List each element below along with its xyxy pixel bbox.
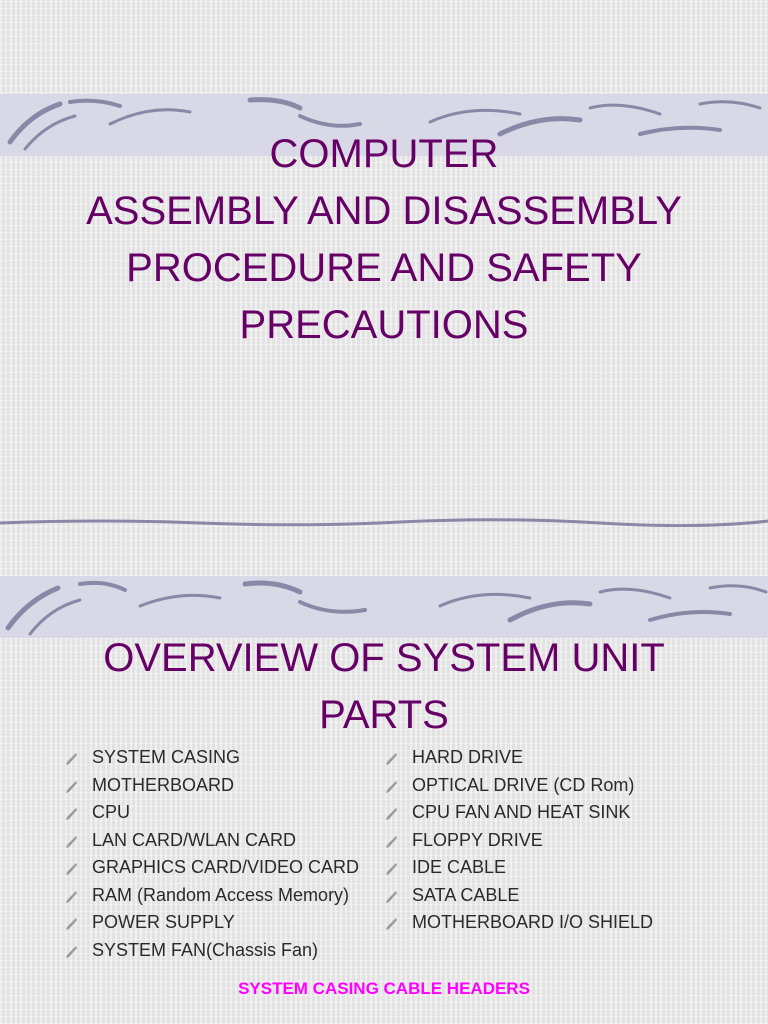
list-item: [382, 882, 653, 910]
list-item-label: OPTICAL DRIVE (CD Rom): [412, 774, 635, 795]
list-item: [62, 937, 359, 965]
list-item: [62, 744, 359, 772]
decorative-band-bottom: [0, 576, 768, 638]
list-item-label: SYSTEM CASING: [92, 747, 241, 767]
pen-nib-icon: [64, 890, 78, 904]
list-item: [382, 744, 653, 772]
list-item-label: HARD DRIVE: [412, 747, 524, 767]
list-item-label: SATA CABLE: [412, 884, 520, 905]
right-parts-list: [382, 744, 653, 937]
list-item: [62, 909, 359, 937]
pen-nib-icon: [384, 807, 398, 821]
slide1-title-line: ASSEMBLY AND DISASSEMBLY: [86, 189, 682, 233]
pen-nib-icon: [64, 862, 78, 876]
list-item: [62, 854, 359, 882]
list-item: [382, 799, 653, 827]
footer-caption: SYSTEM CASING CABLE HEADERS: [238, 979, 530, 998]
slide2-title: [0, 630, 768, 744]
slide1-title-line: PROCEDURE AND SAFETY: [126, 246, 642, 290]
pen-nib-icon: [384, 862, 398, 876]
list-item-label: RAM (Random Access Memory): [92, 884, 350, 905]
slide-divider: [0, 514, 768, 524]
list-item: [62, 799, 359, 827]
pen-nib-icon: [64, 835, 78, 849]
list-item-label: MOTHERBOARD I/O SHIELD: [412, 912, 654, 932]
list-item-label: CPU: [92, 802, 131, 822]
list-item: [382, 909, 653, 937]
left-parts-list: [62, 744, 359, 964]
list-item: [62, 827, 359, 855]
pen-nib-icon: [64, 945, 78, 959]
list-item: [382, 772, 653, 800]
pen-nib-icon: [384, 780, 398, 794]
slide1-title-line: COMPUTER: [269, 132, 499, 176]
list-item-label: IDE CABLE: [412, 857, 507, 877]
list-item-label: POWER SUPPLY: [92, 912, 235, 932]
list-item: [382, 854, 653, 882]
pen-nib-icon: [384, 835, 398, 849]
list-item-label: GRAPHICS CARD/VIDEO CARD: [92, 857, 360, 877]
list-item: [62, 882, 359, 910]
list-item: [382, 827, 653, 855]
list-item-label: FLOPPY DRIVE: [412, 829, 543, 850]
slide2-title-line: PARTS: [319, 693, 449, 737]
pen-nib-icon: [64, 752, 78, 766]
pen-nib-icon: [384, 890, 398, 904]
list-item-label: LAN CARD/WLAN CARD: [92, 829, 297, 850]
pen-nib-icon: [384, 752, 398, 766]
pen-nib-icon: [64, 780, 78, 794]
slide1-title: [0, 126, 768, 354]
list-item-label: MOTHERBOARD: [92, 774, 235, 795]
pen-nib-icon: [64, 917, 78, 931]
pen-nib-icon: [384, 917, 398, 931]
pen-nib-icon: [64, 807, 78, 821]
list-item-label: SYSTEM FAN(Chassis Fan): [92, 939, 319, 960]
list-item: [62, 772, 359, 800]
slide1-title-line: PRECAUTIONS: [239, 303, 529, 347]
list-item-label: CPU FAN AND HEAT SINK: [412, 802, 631, 822]
slide2-title-line: OVERVIEW OF SYSTEM UNIT: [103, 636, 665, 680]
